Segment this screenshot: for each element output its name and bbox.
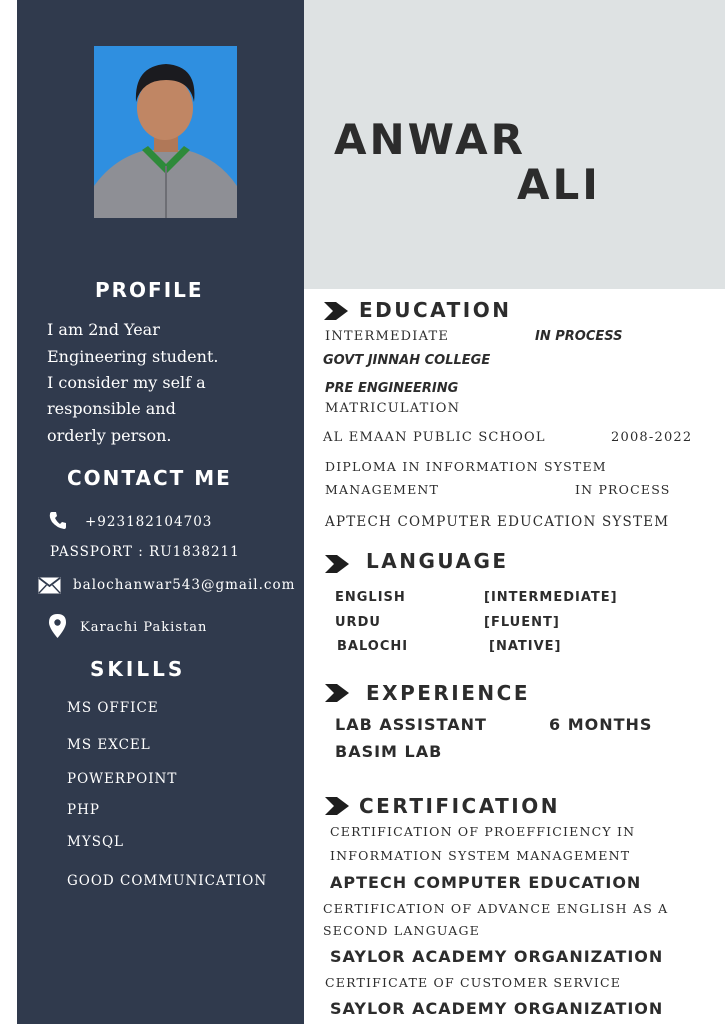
skill-item: MS EXCEL — [67, 737, 151, 753]
certification-title: SECOND LANGUAGE — [323, 923, 480, 938]
certification-title: INFORMATION SYSTEM MANAGEMENT — [330, 848, 631, 863]
skill-item: POWERPOINT — [67, 771, 178, 787]
language-name: URDU — [335, 615, 381, 630]
profile-photo — [94, 46, 237, 218]
certification-org: APTECH COMPUTER EDUCATION — [330, 873, 642, 892]
education-intermediate: INTERMEDIATE — [325, 329, 450, 344]
certification-org: SAYLOR ACADEMY ORGANIZATION — [330, 947, 664, 966]
certification-heading: CERTIFICATION — [359, 794, 560, 818]
skill-item: PHP — [67, 802, 100, 818]
language-level: [NATIVE] — [489, 639, 562, 654]
skill-item: MS OFFICE — [67, 700, 159, 716]
chevron-arrow-icon — [325, 555, 349, 573]
contact-passport: PASSPORT : RU1838211 — [50, 544, 240, 560]
experience-duration: 6 MONTHS — [549, 715, 653, 734]
education-diploma: MANAGEMENT — [325, 482, 440, 497]
profile-line: Engineering student. — [47, 347, 219, 366]
education-college: GOVT JINNAH COLLEGE — [323, 353, 491, 368]
certification-title: CERTIFICATION OF ADVANCE ENGLISH AS A — [323, 901, 669, 916]
skill-item: MYSQL — [67, 834, 125, 850]
profile-line: responsible and — [47, 399, 176, 418]
language-level: [FLUENT] — [484, 615, 560, 630]
contact-location: Karachi Pakistan — [80, 620, 208, 635]
profile-line: I am 2nd Year — [47, 320, 160, 339]
education-diploma-school: APTECH COMPUTER EDUCATION SYSTEM — [325, 514, 670, 530]
education-group: PRE ENGINEERING — [325, 381, 459, 396]
phone-icon — [48, 510, 68, 534]
language-name: BALOCHI — [337, 639, 409, 654]
profile-heading: PROFILE — [95, 278, 204, 302]
education-diploma-status: IN PROCESS — [575, 482, 671, 497]
education-matric: MATRICULATION — [325, 401, 461, 416]
chevron-arrow-icon — [325, 797, 349, 815]
profile-line: orderly person. — [47, 426, 172, 445]
language-heading: LANGUAGE — [366, 549, 509, 573]
skills-heading: SKILLS — [90, 657, 186, 681]
skill-item: GOOD COMMUNICATION — [67, 873, 268, 889]
certification-org: SAYLOR ACADEMY ORGANIZATION — [330, 999, 664, 1018]
chevron-arrow-icon — [324, 302, 348, 320]
profile-line: I consider my self a — [47, 373, 206, 392]
first-name: ANWAR — [334, 115, 526, 164]
education-diploma: DIPLOMA IN INFORMATION SYSTEM — [325, 459, 607, 474]
envelope-icon — [38, 577, 61, 598]
map-pin-icon — [49, 614, 66, 642]
education-intermediate-status: IN PROCESS — [535, 329, 623, 344]
education-heading: EDUCATION — [359, 298, 512, 322]
contact-email: balochanwar543@gmail.com — [73, 577, 296, 593]
certification-title: CERTIFICATION OF PROEFFICIENCY IN — [330, 824, 636, 839]
contact-phone: +923182104703 — [85, 514, 213, 530]
experience-role: LAB ASSISTANT — [335, 715, 487, 734]
education-school: AL EMAAN PUBLIC SCHOOL — [323, 430, 546, 445]
contact-heading: CONTACT ME — [67, 466, 232, 490]
certification-title: CERTIFICATE OF CUSTOMER SERVICE — [325, 975, 622, 990]
language-level: [INTERMEDIATE] — [484, 590, 618, 605]
language-name: ENGLISH — [335, 590, 406, 605]
last-name: ALI — [517, 160, 601, 209]
experience-heading: EXPERIENCE — [366, 681, 530, 705]
chevron-arrow-icon — [325, 684, 349, 702]
experience-place: BASIM LAB — [335, 742, 443, 761]
education-school-years: 2008-2022 — [611, 430, 693, 445]
